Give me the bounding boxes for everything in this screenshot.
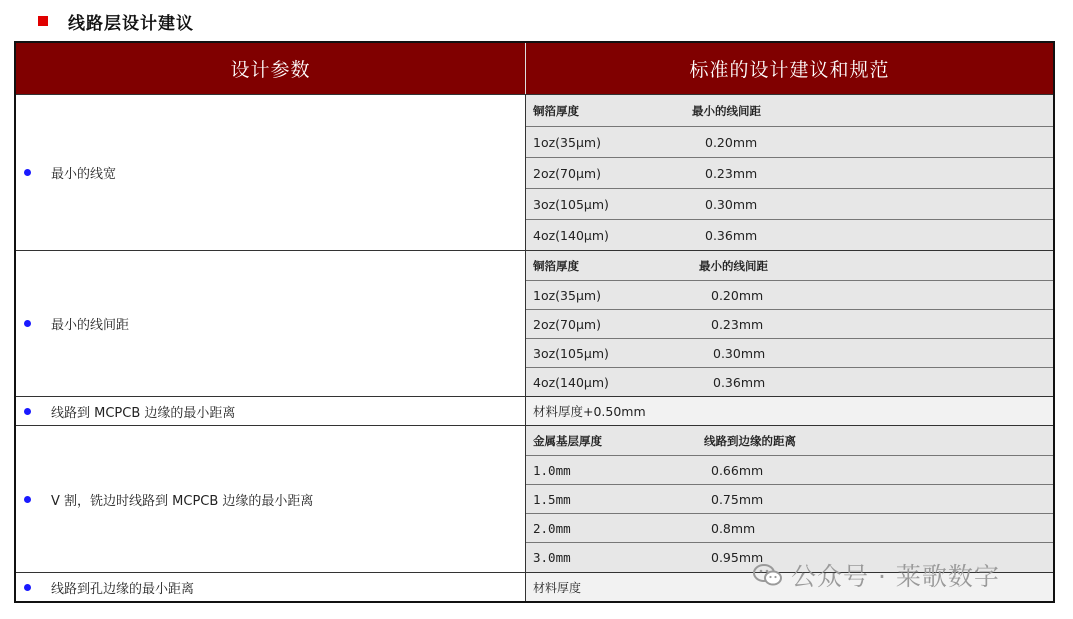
subheader-row (526, 250, 1053, 280)
row-col1: 4oz(140μm) (533, 374, 609, 390)
param-cell-hole-distance (16, 572, 525, 601)
table-row (526, 157, 1053, 188)
subheader-col2: 最小的线间距 (699, 258, 768, 273)
param-label: 线路到孔边缘的最小距离 (51, 581, 195, 597)
param-label: 线路到 MCPCB 边缘的最小距离 (51, 405, 236, 421)
param-cell-line-width (16, 94, 525, 250)
table-row (526, 219, 1053, 250)
row-col2: 0.20mm (711, 287, 764, 303)
table-row (526, 338, 1053, 367)
row-col2: 0.36mm (713, 374, 766, 390)
design-table (14, 41, 1055, 603)
param-label: 最小的线间距 (51, 318, 130, 333)
table-row (526, 484, 1053, 513)
section-heading (38, 8, 194, 34)
value-text: 材料厚度 (533, 580, 582, 595)
table-row (526, 309, 1053, 338)
row-col2: 0.23mm (711, 316, 764, 332)
row-col1: 4oz(140μm) (533, 227, 609, 243)
value-text: 材料厚度+0.50mm (533, 404, 646, 419)
row-col1: 2oz(70μm) (533, 165, 601, 181)
subheader-col1: 金属基层厚度 (533, 433, 602, 448)
subheader-col1: 铜箔厚度 (533, 258, 579, 273)
table-row (526, 188, 1053, 219)
row-col2: 0.30mm (713, 345, 766, 361)
param-cell-line-spacing (16, 250, 525, 396)
page-title: 线路层设计建议 (68, 13, 194, 34)
row-col1: 1oz(35μm) (533, 287, 601, 303)
heading-bullet (38, 16, 48, 26)
watermark (753, 558, 1000, 592)
row-col1: 3oz(105μm) (533, 196, 609, 212)
header-param: 设计参数 (16, 43, 526, 94)
row-col2: 0.8mm (711, 520, 756, 536)
row-col2: 0.95mm (711, 550, 764, 565)
row-col1: 1.0mm (533, 462, 571, 478)
subheader-col2: 最小的线间距 (692, 103, 761, 118)
watermark-text: 公众号 · 莱歌数字 (791, 562, 1000, 591)
row-col2: 0.75mm (711, 491, 764, 507)
bullet-dot (24, 169, 31, 176)
row-col2: 0.20mm (705, 134, 758, 150)
value-row (526, 396, 1053, 425)
row-col1: 2oz(70μm) (533, 316, 601, 332)
bullet-dot (24, 584, 31, 591)
row-col1: 3.0mm (533, 550, 571, 565)
row-col1: 1oz(35μm) (533, 134, 601, 150)
bullet-dot (24, 320, 31, 327)
subheader-col2: 线路到边缘的距离 (704, 433, 796, 448)
wechat-icon (753, 563, 783, 587)
subheader-row (526, 94, 1053, 126)
subheader-row (526, 425, 1053, 455)
row-col2: 0.23mm (705, 165, 758, 181)
param-label: 最小的线宽 (51, 167, 117, 182)
bullet-dot (24, 496, 31, 503)
row-col2: 0.36mm (705, 227, 758, 243)
row-col1: 2.0mm (533, 520, 571, 536)
header-spec: 标准的设计建议和规范 (526, 43, 1053, 94)
row-col1: 3oz(105μm) (533, 345, 609, 361)
subheader-col1: 铜箔厚度 (533, 103, 579, 118)
table-row (526, 513, 1053, 542)
row-col2: 0.30mm (705, 196, 758, 212)
table-row (526, 280, 1053, 309)
table-row (526, 126, 1053, 157)
param-label: V 割，铣边时线路到 MCPCB 边缘的最小距离 (51, 493, 314, 509)
table-row (526, 455, 1053, 484)
bullet-dot (24, 408, 31, 415)
table-row (526, 367, 1053, 396)
row-col1: 1.5mm (533, 491, 571, 507)
row-col2: 0.66mm (711, 462, 764, 478)
param-cell-edge-distance (16, 396, 525, 425)
param-cell-vcut-distance (16, 425, 525, 572)
